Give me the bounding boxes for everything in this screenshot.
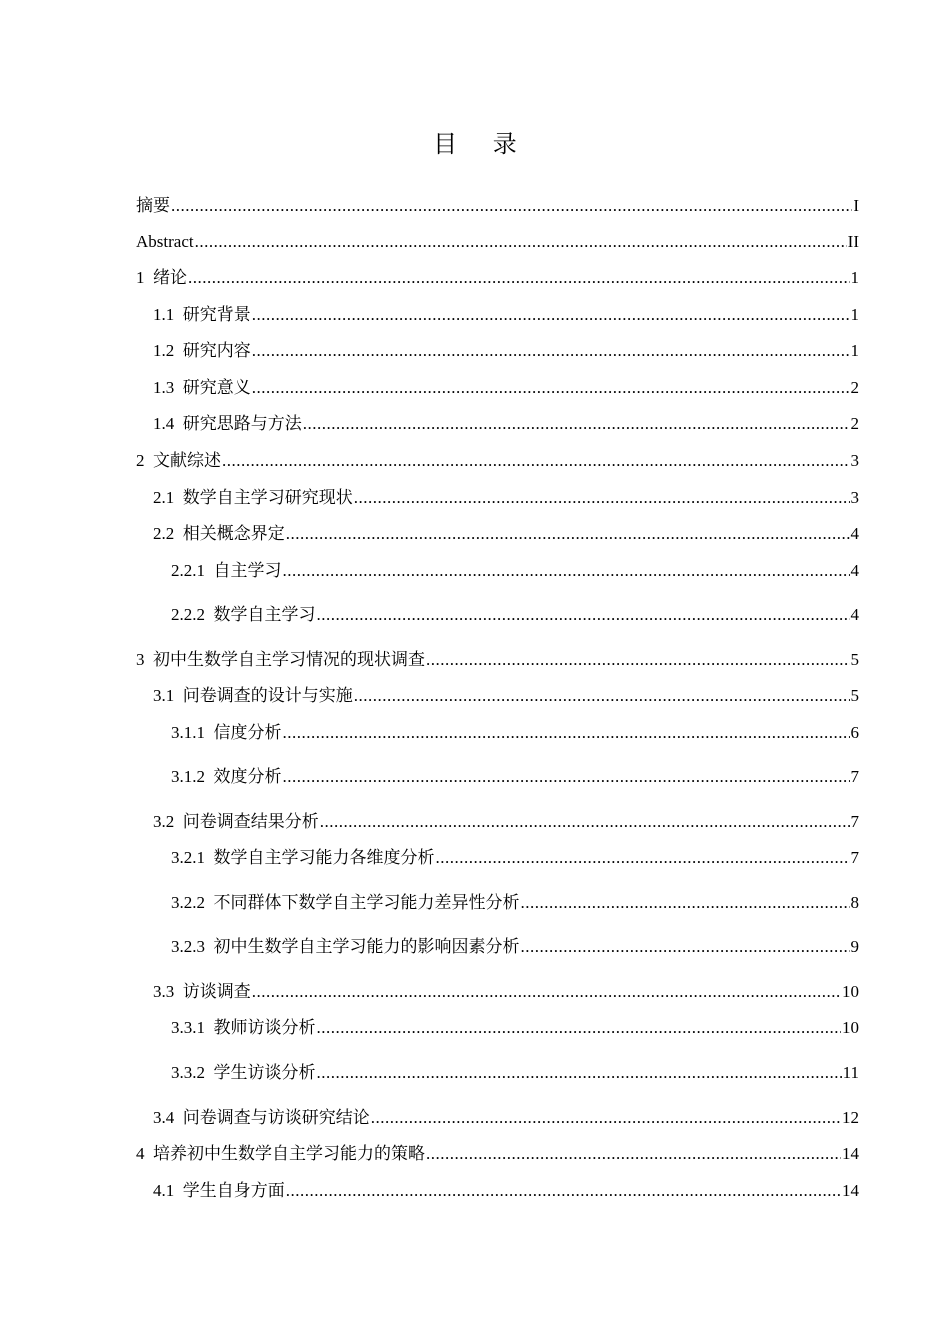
toc-entry-page: 6 [850, 723, 859, 742]
toc-entry[interactable] [136, 450, 859, 472]
toc-leader-dots [252, 304, 850, 326]
toc-leader-dots [317, 1017, 842, 1039]
toc-entry-page: 10 [842, 1018, 859, 1037]
toc-entry[interactable] [153, 1107, 859, 1129]
toc-leader-dots [426, 1143, 841, 1165]
toc-leader-dots [283, 722, 850, 744]
toc-entry-page: 2 [850, 414, 859, 433]
toc-entry-page: 4 [850, 561, 859, 580]
toc-entry-page: 7 [850, 812, 859, 831]
toc-entry-label: 1.1 研究背景 [153, 305, 251, 324]
toc-entry-label: 3.3 访谈调查 [153, 982, 251, 1001]
toc-entry[interactable] [153, 377, 859, 399]
toc-entry-label: 3.3.1 教师访谈分析 [171, 1018, 316, 1037]
toc-entry-page: 10 [842, 982, 859, 1001]
toc-entry-page: 3 [850, 451, 859, 470]
toc-entry[interactable] [171, 847, 859, 869]
toc-entry-page: 12 [842, 1108, 859, 1127]
toc-entry-label: 3.1 问卷调查的设计与实施 [153, 686, 353, 705]
toc-entry-label: 3.2.2 不同群体下数学自主学习能力差异性分析 [171, 893, 520, 912]
toc-entry-page: 1 [850, 341, 859, 360]
toc-leader-dots [521, 936, 850, 958]
toc-entry-label: 3.1.1 信度分析 [171, 723, 282, 742]
toc-entry-page: 4 [850, 605, 859, 624]
toc-entry-label: 2.2.2 数学自主学习 [171, 605, 316, 624]
toc-entry-page: 5 [850, 686, 859, 705]
toc-entry[interactable] [171, 722, 859, 744]
toc-entry[interactable] [153, 1180, 859, 1202]
toc-leader-dots [222, 450, 850, 472]
toc-entry-page: 11 [842, 1063, 859, 1082]
toc-entry[interactable] [153, 685, 859, 707]
toc-entry-label: 3.2 问卷调查结果分析 [153, 812, 319, 831]
toc-entry[interactable] [171, 1062, 859, 1084]
toc-entry-label: 2.1 数学自主学习研究现状 [153, 488, 353, 507]
toc-entry[interactable] [153, 413, 859, 435]
toc-entry-label: 3 初中生数学自主学习情况的现状调查 [136, 650, 425, 669]
toc-entry-page: 4 [850, 524, 859, 543]
toc-leader-dots [371, 1107, 841, 1129]
toc-entry-label: 摘要 [136, 196, 170, 215]
toc-entry[interactable] [171, 1017, 859, 1039]
toc-entry-label: 3.1.2 效度分析 [171, 767, 282, 786]
toc-leader-dots [188, 267, 850, 289]
toc-entry-label: 3.3.2 学生访谈分析 [171, 1063, 316, 1082]
toc-entry-page: 5 [850, 650, 859, 669]
toc-entry-label: 3.4 问卷调查与访谈研究结论 [153, 1108, 370, 1127]
toc-leader-dots [354, 685, 850, 707]
toc-entry-page: 8 [850, 893, 859, 912]
toc-leader-dots [317, 1062, 842, 1084]
toc-entry-page: 14 [842, 1144, 859, 1163]
toc-entry-page: 7 [850, 767, 859, 786]
toc-entry-label: 3.2.1 数学自主学习能力各维度分析 [171, 848, 435, 867]
toc-leader-dots [252, 377, 850, 399]
toc-entry[interactable] [136, 195, 859, 217]
toc-entry-page: 1 [850, 268, 859, 287]
toc-entry[interactable] [171, 766, 859, 788]
toc-entry[interactable] [171, 892, 859, 914]
toc-entry[interactable] [153, 811, 859, 833]
toc-leader-dots [521, 892, 850, 914]
toc-entry-page: 7 [850, 848, 859, 867]
toc-entry[interactable] [153, 487, 859, 509]
toc-entry[interactable] [171, 560, 859, 582]
toc-entry-label: Abstract [136, 232, 194, 251]
toc-entry-page: 1 [850, 305, 859, 324]
toc-leader-dots [195, 231, 847, 253]
toc-leader-dots [286, 1180, 841, 1202]
toc-entry-label: 1.3 研究意义 [153, 378, 251, 397]
toc-leader-dots [354, 487, 850, 509]
toc-entry-page: 14 [842, 1181, 859, 1200]
toc-entry-label: 1.4 研究思路与方法 [153, 414, 302, 433]
toc-entry-page: 3 [850, 488, 859, 507]
toc-entry-label: 2 文献综述 [136, 451, 221, 470]
toc-entry-label: 2.2 相关概念界定 [153, 524, 285, 543]
toc-entry-page: I [853, 196, 859, 215]
toc-entry[interactable] [153, 304, 859, 326]
toc-entry-page: 9 [850, 937, 859, 956]
toc-entry-label: 1.2 研究内容 [153, 341, 251, 360]
toc-entry[interactable] [136, 649, 859, 671]
toc-entry-page: 2 [850, 378, 859, 397]
toc-leader-dots [252, 981, 841, 1003]
toc-entry[interactable] [136, 1143, 859, 1165]
toc-entry-label: 2.2.1 自主学习 [171, 561, 282, 580]
toc-entry[interactable] [153, 523, 859, 545]
toc-leader-dots [283, 560, 850, 582]
toc-leader-dots [171, 195, 852, 217]
toc-entry-page: II [847, 232, 859, 251]
toc-entry[interactable] [136, 231, 859, 253]
toc-leader-dots [426, 649, 850, 671]
toc-leader-dots [286, 523, 850, 545]
toc-entry-label: 1 绪论 [136, 268, 187, 287]
toc-entry-label: 3.2.3 初中生数学自主学习能力的影响因素分析 [171, 937, 520, 956]
toc-entry[interactable] [153, 340, 859, 362]
toc-entry[interactable] [153, 981, 859, 1003]
toc-leader-dots [320, 811, 850, 833]
toc-entry[interactable] [171, 604, 859, 626]
toc-entry[interactable] [136, 267, 859, 289]
toc-leader-dots [283, 766, 850, 788]
toc-entry-label: 4.1 学生自身方面 [153, 1181, 285, 1200]
toc-entry[interactable] [171, 936, 859, 958]
toc-leader-dots [436, 847, 850, 869]
page-title: 目 录 [433, 130, 531, 158]
toc-leader-dots [317, 604, 850, 626]
toc-entry-label: 4 培养初中生数学自主学习能力的策略 [136, 1144, 425, 1163]
toc-leader-dots [252, 340, 850, 362]
toc-leader-dots [303, 413, 850, 435]
